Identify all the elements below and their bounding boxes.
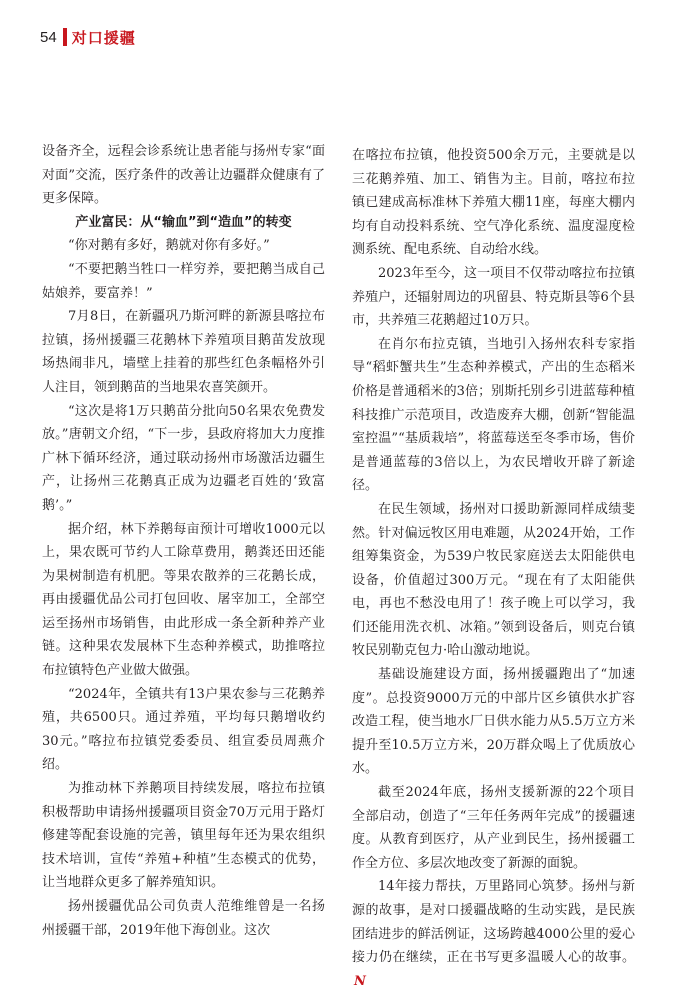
paragraph: 7月8日，在新疆巩乃斯河畔的新源县喀拉布拉镇，扬州援疆三花鹅林下养殖项目鹅苗发放现场热闹非凡，墙壁上挂着的那些红色条幅格外引人注目，领到鹅苗的当地果农喜笑颜开。	[42, 309, 325, 395]
paragraph: 截至2024年底，扬州支援新源的22个项目全部启动，创造了“三年任务两年完成”的援疆速度。从教育到医疗，从产业到民生，扬州援疆工作全方位、多层次地改变了新源的面貌。	[352, 785, 635, 871]
section-marker-bar	[63, 28, 67, 46]
page-header	[40, 26, 136, 48]
paragraph: “不要把鹅当牲口一样穷养，要把鹅当成自己姑娘养，要富养！”	[42, 261, 325, 301]
page-number: 54	[40, 28, 57, 46]
paragraph: 为推动林下养鹅项目持续发展，喀拉布拉镇积极帮助申请扬州援疆项目资金70万元用于路灯修建等配套设施的完善，镇里每年还为果农组织技术培训，宣传“养殖+种植”生态模式的优势，让当地群众更多了解养殖知识。	[42, 781, 325, 891]
paragraph: 2023年至今，这一项目不仅带动喀拉布拉镇养殖户，还辐射周边的巩留县、特克斯县等6个县市，共养殖三花鹅超过10万只。	[352, 265, 635, 329]
subheading: 产业富民：从“输血”到“造血”的转变	[75, 214, 292, 230]
paragraph: “你对鹅有多好，鹅就对你有多好。”	[68, 238, 270, 254]
paragraph: 在民生领域，扬州对口援助新源同样成绩斐然。针对偏远牧区用电难题，从2024开始，工作组筹集资金，为539户牧民家庭送去太阳能供电设备，价值超过300万元。“现在有了太阳能供电，再也不愁没电用了！孩子晚上可以学习，我们还能用洗衣机、冰箱。”领到设备后，则克台镇牧民别勒克包力·哈山激动地说。	[352, 501, 635, 659]
paragraph-continued: 在喀拉布拉镇，他投资500余万元，主要就是以三花鹅养殖、加工、销售为主。目前，喀拉布拉镇已建成高标准林下养殖大棚11座，每座大棚内均有自动投料系统、空气净化系统、温度湿度检测系统、配电系统、自动给水线。	[352, 148, 635, 258]
left-column	[42, 140, 325, 942]
right-column	[352, 144, 635, 993]
paragraph: 据介绍，林下养鹅每亩预计可增收1000元以上，果农既可节约人工除草费用，鹅粪还田还能为果树制造有机肥。等果农散养的三花鹅长成，再由援疆优品公司打包回收、屠宰加工，全部空运至扬州市场销售，由此形成一条全新种养产业链。这种果农发展林下生态种养模式，助推喀拉布拉镇特色产业做大做强。	[42, 521, 325, 679]
paragraph-final	[352, 875, 635, 993]
end-mark-icon: N	[354, 973, 366, 989]
section-title: 对口援疆	[71, 28, 136, 47]
paragraph-intro: 设备齐全，远程会诊系统让患者能与扬州专家“面对面”交流，医疗条件的改善让边疆群众健康有了更多保障。	[42, 144, 325, 207]
paragraph: 在肖尔布拉克镇，当地引入扬州农科专家指导“稻虾蟹共生”生态种养模式，产出的生态稻米价格是普通稻米的3倍；别斯托别乡引进蓝莓种植科技推广示范项目，改造废弃大棚，创新“智能温室控温”“基质栽培”，将蓝莓送至冬季市场，售价是普通蓝莓的3倍以上，为农民增收开辟了新途径。	[352, 336, 635, 494]
paragraph: “这次是将1万只鹅苗分批向50名果农免费发放。”唐朝文介绍，“下一步，县政府将加大力度推广林下循环经济，通过联动扬州市场激活边疆生产，让扬州三花鹅真正成为边疆老百姓的‘致富鹅’。”	[42, 403, 325, 513]
final-text: 14年接力帮扶，万里路同心筑梦。扬州与新源的故事，是对口援疆战略的生动实践，是民族团结进步的鲜活例证，这场跨越4000公里的爱心接力仍在继续，正在书写更多温暖人心的故事。	[352, 879, 635, 966]
paragraph: 基础设施建设方面，扬州援疆跑出了“加速度”。总投资9000万元的中部片区乡镇供水扩容改造工程，使当地水厂日供水能力从5.5万立方米提升至10.5万立方米，20万群众喝上了优质放心水。	[352, 667, 635, 777]
paragraph: 扬州援疆优品公司负责人范维维曾是一名扬州援疆干部，2019年他下海创业。这次	[42, 899, 325, 938]
paragraph: “2024年，全镇共有13户果农参与三花鹅养殖，共6500只。通过养殖，平均每只鹅增收约30元。”喀拉布拉镇党委委员、组宣委员周燕介绍。	[42, 686, 325, 773]
